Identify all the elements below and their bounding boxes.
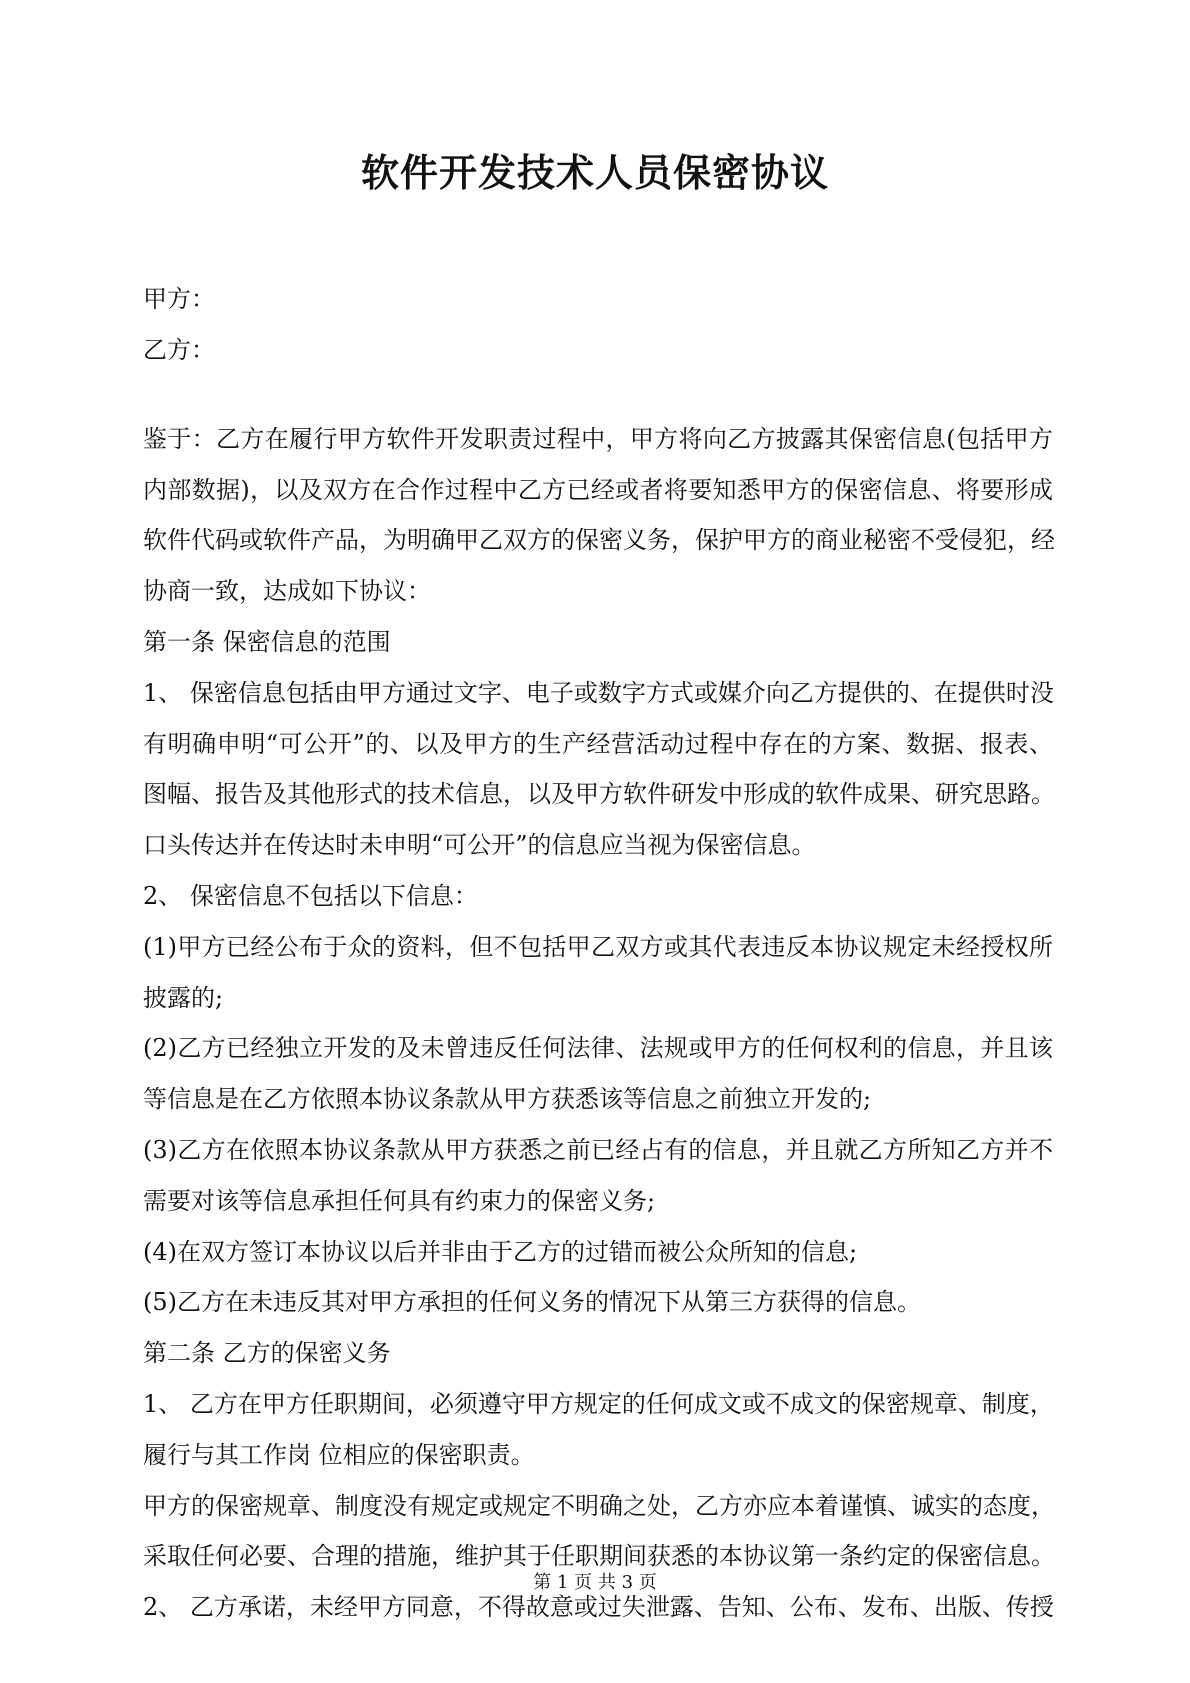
text-line: 1、 乙方在甲方任职期间，必须遵守甲方规定的任何成文或不成文的保密规章、制度， [143,1389,1054,1418]
party-b-line: 乙方： [143,335,215,364]
text-line: 内部数据)，以及双方在合作过程中乙方已经或者将要知悉甲方的保密信息、将要形成 [143,475,1053,504]
party-a-line: 甲方： [143,285,215,313]
text-line: 协商一致，达成如下协议： [143,577,431,606]
section-heading: 第二条 乙方的保密义务 [143,1339,391,1368]
text-line: 图幅、报告及其他形式的技术信息，以及甲方软件研发中形成的软件成果、研究思路。 [143,780,1055,809]
text-line: 2、 保密信息不包括以下信息： [143,881,478,910]
text-line: 等信息是在乙方依照本协议条款从甲方获悉该等信息之前独立开发的; [143,1085,872,1114]
text-line: 口头传达并在传达时未申明“可公开”的信息应当视为保密信息。 [143,831,816,860]
text-line: (4)在双方签订本协议以后并非由于乙方的过错而被公众所知的信息; [143,1237,858,1266]
page-number: 第 1 页 共 3 页 [533,1572,657,1593]
text-line: (1)甲方已经公布于众的资料，但不包括甲乙双方或其代表违反本协议规定未经授权所 [143,932,1053,961]
section-heading: 第一条 保密信息的范围 [143,627,391,656]
text-line: 需要对该等信息承担任何具有约束力的保密义务; [143,1186,656,1215]
text-line: 披露的; [143,983,224,1012]
text-line: 采取任何必要、合理的措施，维护其于任职期间获悉的本协议第一条约定的保密信息。 [143,1542,1055,1571]
text-line: 有明确申明“可公开”的、以及甲方的生产经营活动过程中存在的方案、数据、报表、 [143,729,1053,758]
text-line: (2)乙方已经独立开发的及未曾违反任何法律、法规或甲方的任何权利的信息，并且该 [143,1034,1053,1063]
document-body [143,282,1053,1641]
text-line: (5)乙方在未违反其对甲方承担的任何义务的情况下从第三方获得的信息。 [143,1288,921,1317]
text-line: 鉴于：乙方在履行甲方软件开发职责过程中，甲方将向乙方披露其保密信息(包括甲方 [143,424,1053,453]
text-line: (3)乙方在依照本协议条款从甲方获悉之前已经占有的信息，并且就乙方所知乙方并不 [143,1135,1053,1164]
text-line: 软件代码或软件产品，为明确甲乙双方的保密义务，保护甲方的商业秘密不受侵犯，经 [143,526,1055,555]
text-line: 2、 乙方承诺，未经甲方同意，不得故意或过失泄露、告知、公布、发布、出版、传授 [143,1593,1054,1622]
text-line: 1、 保密信息包括由甲方通过文字、电子或数字方式或媒介向乙方提供的、在提供时没 [143,678,1054,707]
document-title: 软件开发技术人员保密协议 [360,150,829,195]
text-line: 甲方的保密规章、制度没有规定或规定不明确之处，乙方亦应本着谨慎、诚实的态度， [143,1491,1055,1520]
text-line: 履行与其工作岗 位相应的保密职责。 [143,1440,535,1469]
